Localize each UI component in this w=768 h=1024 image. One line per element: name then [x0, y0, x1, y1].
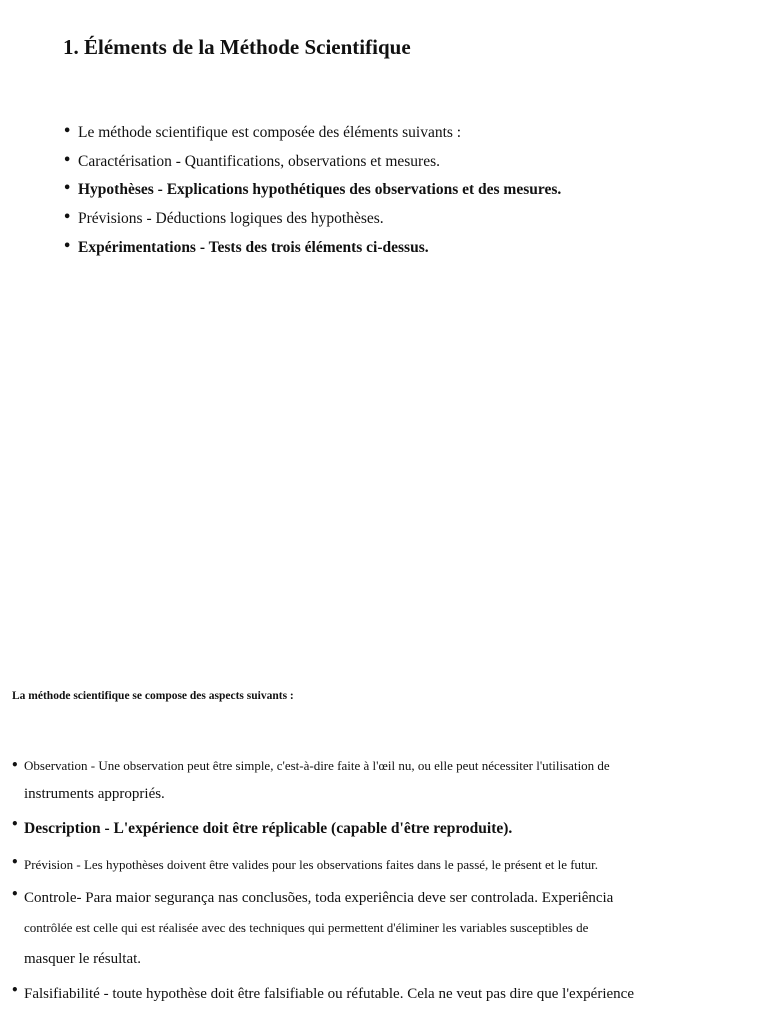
bullet-icon: •	[63, 210, 72, 226]
list-item	[63, 205, 561, 234]
list-item-line: Falsifiabilité - toute hypothèse doit être falsifiable ou réfutable. Cela ne veut pas dire que l'expérience	[24, 986, 634, 1002]
aspects-list	[11, 754, 756, 1009]
list-item	[63, 148, 561, 177]
list-item-line: Description - L'expérience doit être réplicable (capable d'être reproduite).	[24, 820, 513, 837]
list-item	[63, 176, 561, 205]
bullet-icon: •	[11, 887, 19, 901]
list-item-line: Controle- Para maior segurança nas conclusões, toda experiência deve ser controlada. Experiência	[24, 890, 614, 906]
list-item	[11, 754, 756, 810]
bullet-icon: •	[63, 124, 72, 139]
list-item	[11, 813, 756, 845]
list-item-text: Le méthode scientifique est composée des éléments suivants :	[78, 124, 462, 141]
bullet-icon: •	[11, 855, 19, 869]
list-item	[63, 119, 561, 148]
list-item-line: Observation - Une observation peut être simple, c'est-à-dire faite à l'œil nu, ou elle peut nécessiter l'utilisation de	[24, 758, 610, 773]
bullet-icon: •	[63, 152, 72, 168]
bullet-icon: •	[11, 983, 19, 997]
bullet-icon: •	[11, 817, 19, 831]
list-item-text: Expérimentations - Tests des trois éléments ci-dessus.	[78, 238, 429, 256]
list-item-text: Prévisions - Déductions logiques des hypothèses.	[78, 210, 384, 228]
list-item	[63, 234, 561, 263]
list-item	[11, 979, 756, 1009]
bullet-icon: •	[11, 758, 19, 772]
list-item-line: instruments appropriés.	[24, 786, 165, 802]
list-item	[11, 851, 756, 879]
list-item	[11, 883, 756, 975]
list-item-line: Prévision - Les hypothèses doivent être valides pour les observations faites dans le passé, le présent et le futur.	[24, 857, 599, 872]
bullet-icon: •	[63, 238, 72, 254]
bullet-icon: •	[63, 181, 72, 197]
list-item-line: masquer le résultat.	[24, 951, 142, 967]
section-intro: La méthode scientifique se compose des aspects suivants :	[12, 690, 294, 702]
list-item-text: Hypothèses - Explications hypothétiques des observations et des mesures.	[78, 181, 562, 199]
list-item-text: Caractérisation - Quantifications, observations et mesures.	[78, 152, 440, 170]
elements-list	[63, 119, 561, 262]
list-item-line: contrôlée est celle qui est réalisée avec des techniques qui permettent d'éliminer les variables susceptibles de	[24, 920, 589, 935]
page-title: 1. Éléments de la Méthode Scientifique	[63, 35, 411, 59]
